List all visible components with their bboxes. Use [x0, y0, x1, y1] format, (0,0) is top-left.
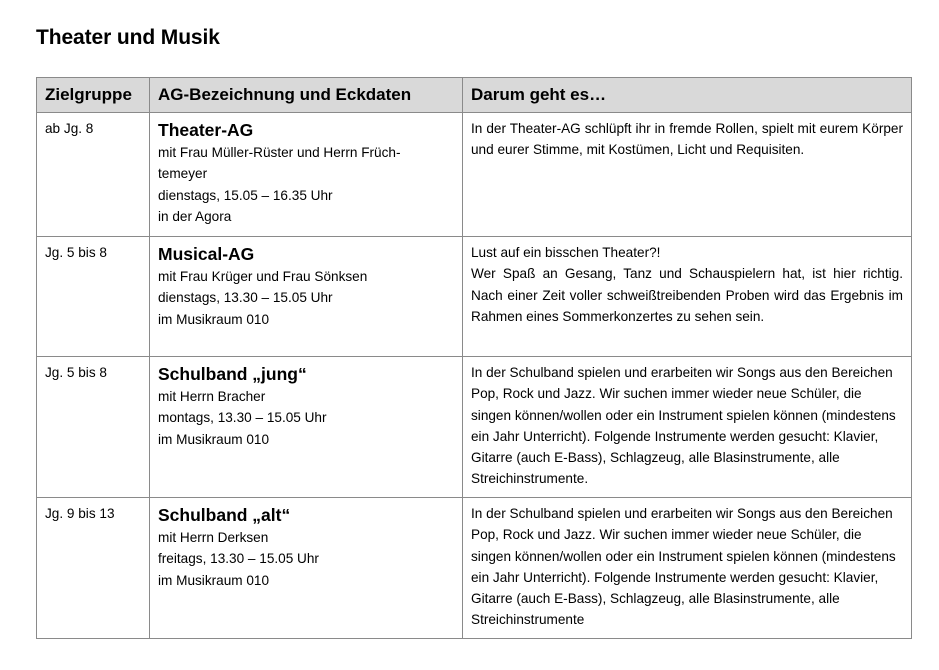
- ag-detail-line: im Musikraum 010: [158, 311, 270, 327]
- cell-ag-details: [150, 357, 463, 498]
- table-row: [37, 357, 912, 498]
- description-text: Lust auf ein bisschen Theater?!: [471, 245, 661, 260]
- ag-name: Schulband „alt“: [158, 505, 291, 525]
- table-row: [37, 498, 912, 639]
- description-text: In der Schulband spielen und erarbeiten wir Songs aus den Bereichen Pop, Rock und Jazz. Wir suchen immer wieder neue Schüler, die singen können/wollen oder ein Instrument spielen können (mindestens ein Jahr Unterricht). Folgende Instrumente werden gesucht: Klavier, Gitarre (auch E-Bass), Schlagzeug, alle Blasinstrumente, alle Streichinstrumente.: [471, 365, 896, 487]
- ag-table: [36, 77, 912, 639]
- header-darum-geht-es: Darum geht es…: [463, 78, 912, 113]
- description-text: In der Schulband spielen und erarbeiten wir Songs aus den Bereichen Pop, Rock und Jazz. Wir suchen immer wieder neue Schüler, die singen können/wollen oder ein Instrument spielen können (mindestens ein Jahr Unterricht). Folgende Instrumente werden gesucht: Klavier, Gitarre (auch E-Bass), Schlagzeug, alle Blasinstrumente, alle Streichinstrumente: [471, 506, 896, 628]
- cell-ag-details: [150, 498, 463, 639]
- header-zielgruppe: Zielgruppe: [37, 78, 150, 113]
- cell-zielgruppe: Jg. 5 bis 8: [37, 357, 150, 498]
- description-text: Wer Spaß an Gesang, Tanz und Schauspielern hat, ist hier richtig. Nach einer Zeit voller schweißtreibenden Proben wird das Ergebnis im Rahmen eines Sommerkonzertes zu sehen sein.: [471, 266, 903, 324]
- ag-detail-line: im Musikraum 010: [158, 572, 270, 588]
- ag-detail-line: temeyer: [158, 166, 208, 182]
- cell-description: [463, 237, 912, 357]
- ag-detail-line: dienstags, 15.05 – 16.35 Uhr: [158, 187, 333, 203]
- ag-detail-line: mit Frau Müller-Rüster und Herrn Früch-: [158, 145, 401, 160]
- cell-ag-details: [150, 113, 463, 237]
- header-ag-bezeichnung: AG-Bezeichnung und Eckdaten: [150, 78, 463, 113]
- cell-ag-details: [150, 237, 463, 357]
- ag-name: Musical-AG: [158, 244, 255, 264]
- ag-detail-line: mit Frau Krüger und Frau Sönksen: [158, 269, 368, 284]
- page-title: Theater und Musik: [36, 26, 220, 49]
- ag-detail-line: freitags, 13.30 – 15.05 Uhr: [158, 551, 319, 567]
- table-row: [37, 237, 912, 357]
- ag-detail-line: in der Agora: [158, 208, 232, 224]
- cell-description: [463, 357, 912, 498]
- ag-detail-line: im Musikraum 010: [158, 431, 270, 447]
- table-header-row: [37, 78, 912, 113]
- cell-zielgruppe: Jg. 9 bis 13: [37, 498, 150, 639]
- ag-detail-line: montags, 13.30 – 15.05 Uhr: [158, 410, 327, 426]
- cell-zielgruppe: ab Jg. 8: [37, 113, 150, 237]
- ag-name: Schulband „jung“: [158, 364, 307, 384]
- cell-zielgruppe: Jg. 5 bis 8: [37, 237, 150, 357]
- cell-description: [463, 113, 912, 237]
- ag-name: Theater-AG: [158, 120, 254, 140]
- ag-detail-line: dienstags, 13.30 – 15.05 Uhr: [158, 290, 333, 306]
- description-text: In der Theater-AG schlüpft ihr in fremde Rollen, spielt mit eurem Körper und eurer Stimme, mit Kostümen, Licht und Requisiten.: [471, 121, 903, 158]
- table-row: [37, 113, 912, 237]
- ag-detail-line: mit Herrn Bracher: [158, 389, 266, 404]
- ag-detail-line: mit Herrn Derksen: [158, 530, 269, 545]
- cell-description: [463, 498, 912, 639]
